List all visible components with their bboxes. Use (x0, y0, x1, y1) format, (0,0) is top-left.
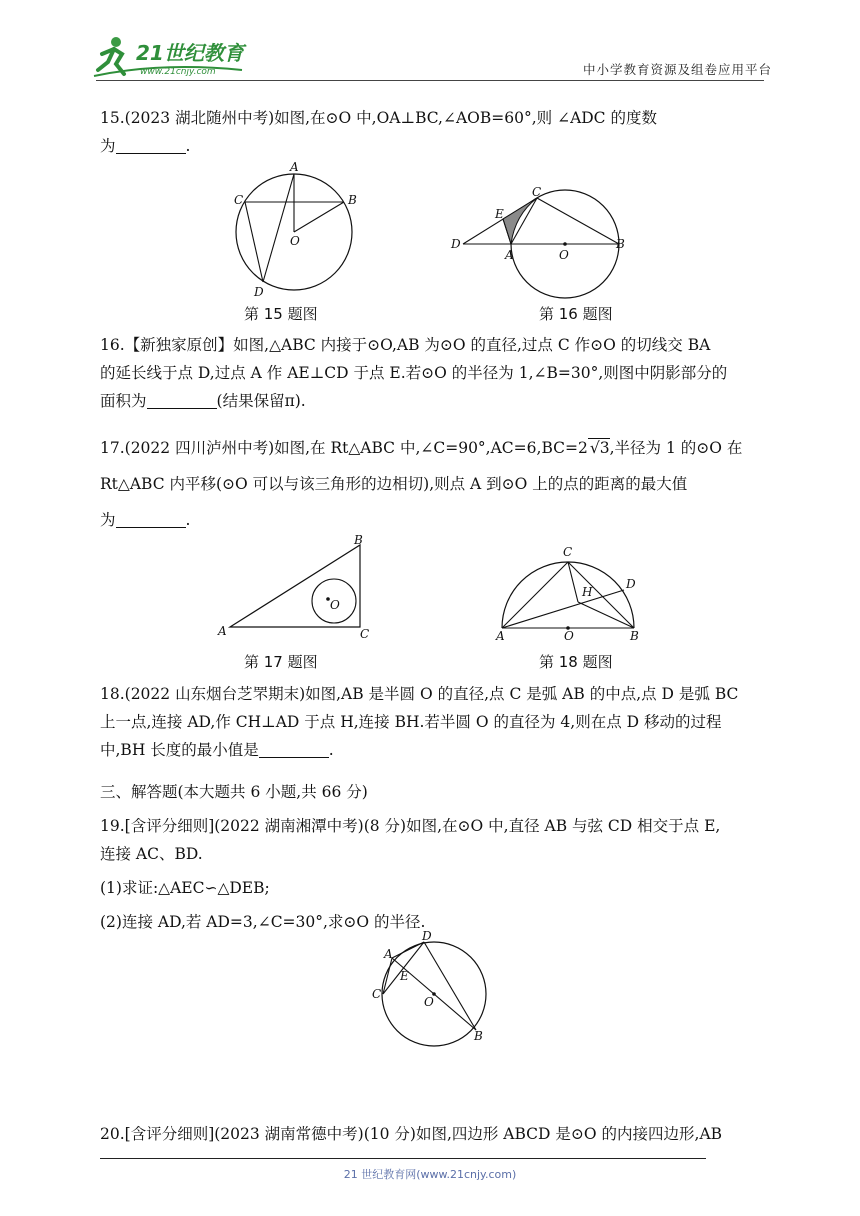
label-C: C (563, 545, 573, 559)
question-18 (100, 680, 762, 764)
answer-blank (116, 511, 186, 528)
section-3-and-q19 (100, 778, 762, 936)
label-O: O (559, 248, 569, 262)
footer-link[interactable]: 21 世纪教育网(www.21cnjy.com) (343, 1168, 517, 1181)
label-A: A (290, 160, 299, 174)
question-20 (100, 1120, 762, 1148)
label-C: C (234, 193, 244, 207)
label-B: B (474, 1029, 483, 1043)
figure-19 (368, 928, 498, 1050)
logo-main-text: 21世纪教育 (136, 41, 244, 65)
answer-blank (259, 741, 329, 758)
section-heading: 三、解答题(本大题共 6 小题,共 66 分) (100, 783, 368, 801)
label-H: H (582, 585, 593, 599)
q17-line3: 为 . (100, 511, 191, 529)
label-D: D (254, 285, 264, 299)
q15-line1: 15.(2023 湖北随州中考)如图,在⊙O 中,OA⊥BC,∠AOB=60°,则 ∠ADC 的度数 (100, 109, 657, 127)
header-platform-text: 中小学教育资源及组卷应用平台 (582, 62, 772, 77)
q19-part2: (2)连接 AD,若 AD=3,∠C=30°,求⊙O 的半径. (100, 913, 426, 931)
caption-fig16: 第 16 题图 (539, 305, 613, 323)
q17-line2: Rt△ABC 内平移(⊙O 可以与该三角形的边相切),则点 A 到⊙O 上的点的距离的最大值 (100, 475, 688, 493)
label-C: C (532, 185, 542, 199)
question-17 (100, 430, 762, 538)
site-logo (92, 34, 262, 80)
label-E: E (400, 969, 409, 983)
label-C: C (360, 627, 370, 641)
label-D: D (451, 237, 461, 251)
label-B: B (348, 193, 357, 207)
q17-line1: 17.(2022 四川泸州中考)如图,在 Rt△ABC 中,∠C=90°,AC=6,BC=2 √3,半径为 1 的⊙O 在 (100, 439, 743, 457)
label-B: B (616, 237, 625, 251)
figure-18 (490, 540, 650, 645)
q19-line1: 19.[含评分细则](2022 湖南湘潭中考)(8 分)如图,在⊙O 中,直径 AB 与弦 CD 相交于点 E, (100, 817, 721, 835)
label-E: E (495, 207, 504, 221)
figure-17 (214, 535, 384, 645)
question-15 (100, 104, 762, 160)
label-D: D (626, 577, 636, 591)
answer-blank (147, 392, 217, 409)
q19-part1: (1)求证:△AEC∽△DEB; (100, 879, 270, 897)
logo-sub-text: www.21cnjy.com (140, 67, 216, 77)
answer-blank (116, 137, 186, 154)
q16-line2: 的延长线于点 D,过点 A 作 AE⊥CD 于点 E.若⊙O 的半径为 1,∠B=30°,则图中阴影部分的 (100, 364, 728, 382)
q18-line3: 中,BH 长度的最小值是 . (100, 741, 334, 759)
q18-line2: 上一点,连接 AD,作 CH⊥AD 于点 H,连接 BH.若半圆 O 的直径为 4,则在点 D 移动的过程 (100, 713, 722, 731)
question-16 (100, 331, 762, 415)
caption-fig15: 第 15 题图 (244, 305, 318, 323)
q20-line1: 20.[含评分细则](2023 湖南常德中考)(10 分)如图,四边形 ABCD 是⊙O 的内接四边形,AB (100, 1125, 723, 1143)
label-A: A (505, 248, 514, 262)
q15-line2: 为 . (100, 137, 191, 155)
label-O: O (330, 598, 340, 612)
label-O: O (564, 629, 574, 643)
q18-line1: 18.(2022 山东烟台芝罘期末)如图,AB 是半圆 O 的直径,点 C 是弧 AB 的中点,点 D 是弧 BC (100, 685, 739, 703)
caption-fig17: 第 17 题图 (244, 653, 318, 671)
label-B: B (630, 629, 639, 643)
footer-divider (100, 1158, 706, 1159)
q19-line2: 连接 AC、BD. (100, 845, 203, 863)
label-O: O (424, 995, 434, 1009)
label-A: A (218, 624, 227, 638)
label-A: A (384, 947, 393, 961)
shaded-region (503, 198, 537, 244)
q16-line1: 16.【新独家原创】如图,△ABC 内接于⊙O,AB 为⊙O 的直径,过点 C 作⊙O 的切线交 BA (100, 336, 711, 354)
q16-line3: 面积为 (结果保留π). (100, 392, 306, 410)
label-B: B (354, 533, 363, 547)
label-O: O (290, 234, 300, 248)
label-D: D (422, 929, 432, 943)
label-C: C (372, 987, 382, 1001)
figure-15 (226, 160, 376, 300)
figure-16 (445, 185, 635, 270)
caption-fig18: 第 18 题图 (539, 653, 613, 671)
label-A: A (496, 629, 505, 643)
header-divider (96, 80, 764, 81)
